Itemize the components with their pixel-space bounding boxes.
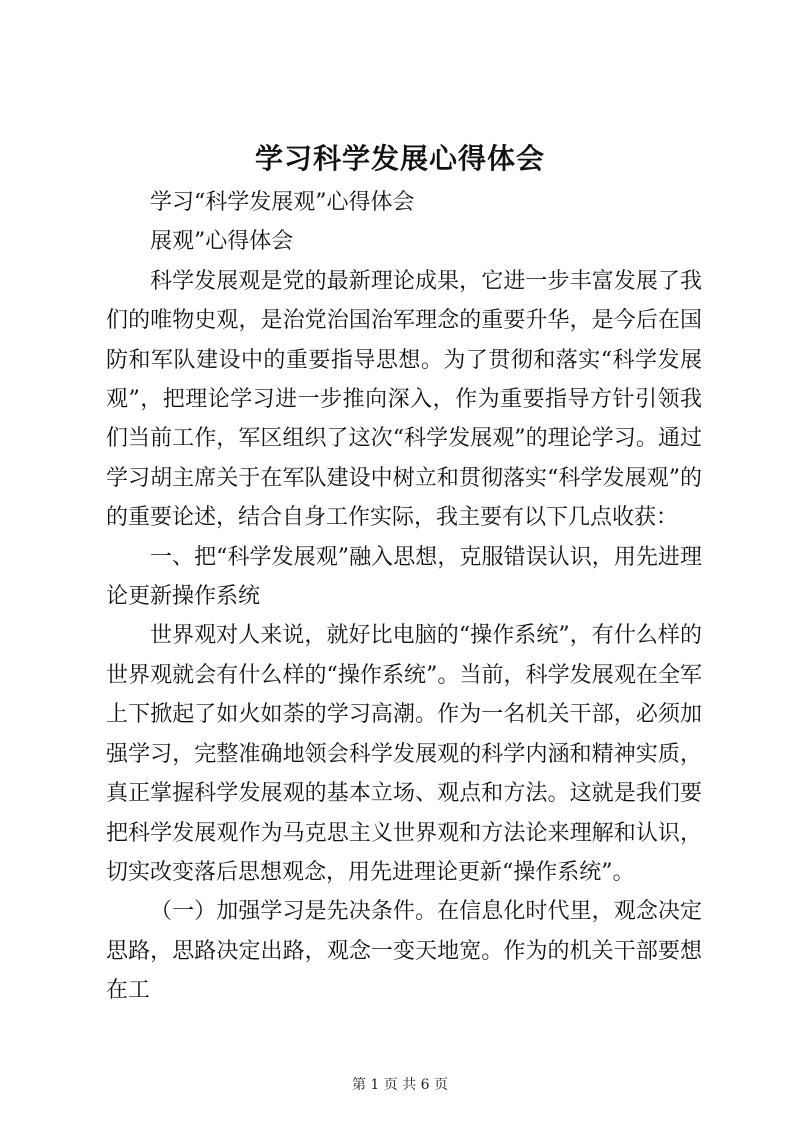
section-heading-1: 一、把“科学发展观”融入思想，克服错误认识，用先进理论更新操作系统 <box>106 544 702 610</box>
document-title: 学习科学发展心得体会 <box>254 142 545 175</box>
paragraph-subtitle-fragment: 展观”心得体会 <box>150 229 294 255</box>
document-body <box>106 183 702 1011</box>
paragraph-worldview: 世界观对人来说，就好比电脑的“操作系统”，有什么样的世界观就会有什么样的“操作系统”。当前，科学发展观在全军上下掀起了如火如荼的学习高潮。作为一名机关干部，必须加强学习，完整准确地领会科学发展观的科学内涵和精神实质，真正掌握科学发展观的基本立场、观点和方法。这就是我们要把科学发展观作为马克思主义世界观和方法论来理解和认识，切实改变落后思想观念，用先进理论更新“操作系统”。 <box>106 623 702 885</box>
page-footer: 第 1 页 共 6 页 <box>351 1077 449 1093</box>
paragraph-subtitle: 学习“科学发展观”心得体会 <box>150 190 415 215</box>
paragraph-subsection-1: （一）加强学习是先决条件。在信息化时代里，观念决定思路，思路决定出路，观念一变天地宽。作为的机关干部要想在工 <box>106 899 702 1004</box>
paragraph-intro: 科学发展观是党的最新理论成果，它进一步丰富发展了我们的唯物史观，是治党治国治军理念的重要升华，是今后在国防和军队建设中的重要指导思想。为了贯彻和落实“科学发展观”，把理论学习进一步推向深入，作为重要指导方针引领我们当前工作，军区组织了这次“科学发展观”的理论学习。通过学习胡主席关于在军队建设中树立和贯彻落实“科学发展观”的的重要论述，结合自身工作实际，我主要有以下几点收获： <box>106 268 702 531</box>
